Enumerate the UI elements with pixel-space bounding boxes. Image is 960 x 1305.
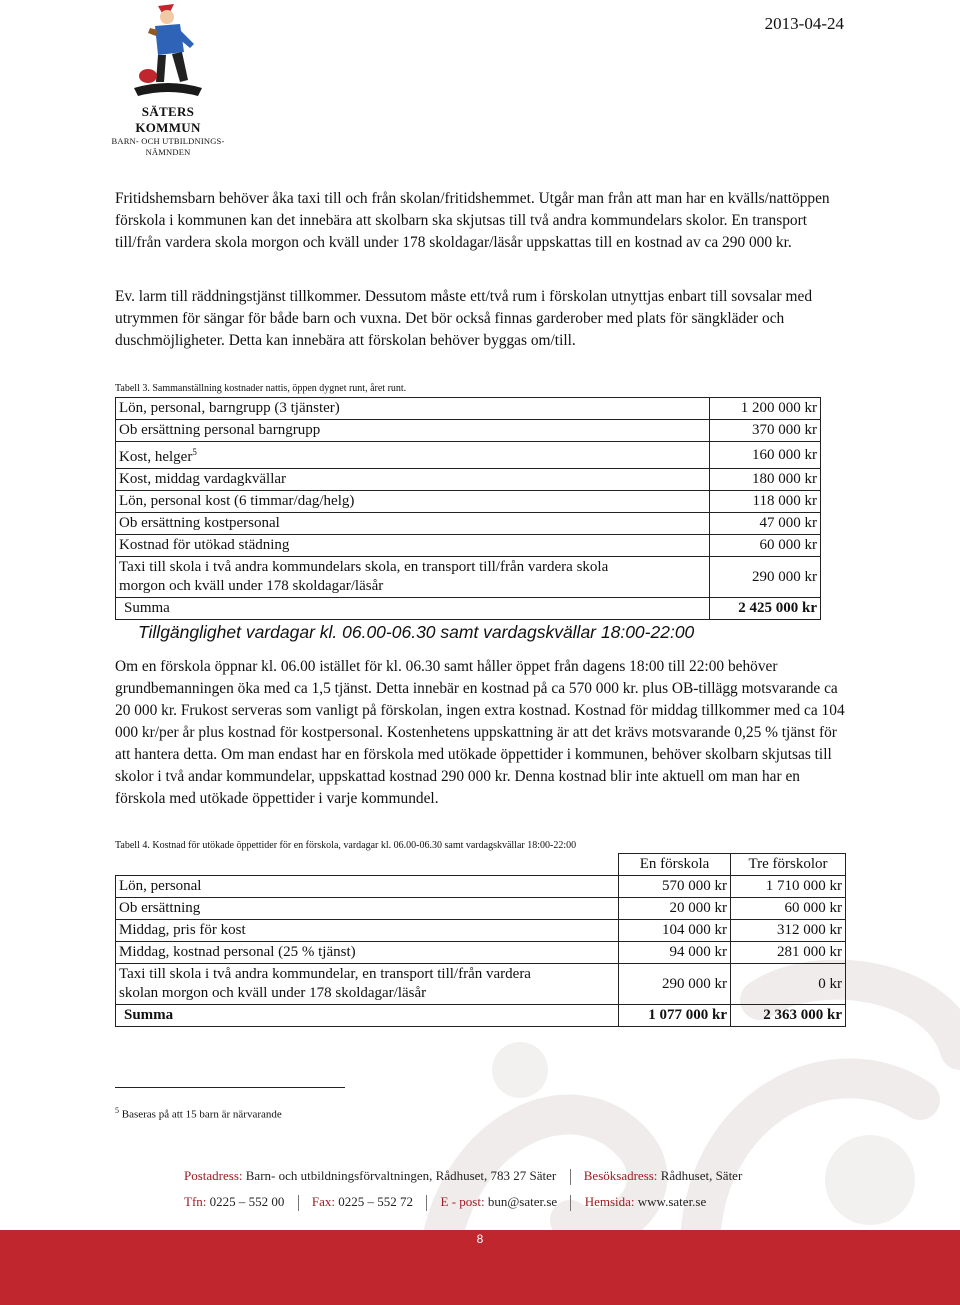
- sum-label: Summa: [116, 1005, 619, 1027]
- fax-value: 0225 – 552 72: [338, 1194, 414, 1209]
- paragraph-text: Om en förskola öppnar kl. 06.00 istället för kl. 06.30 samt håller öppet från dagens 18:00 till 22:00 behöver grundbemanningen öka med ca 1,5 tjänst. Detta innebär en kostnad på ca 570 000 kr. plus OB-tillägg motsvarande ca 20 000 kr. Frukost serveras som vanligt på förskolan, ingen extra kostnad. Kostnad för middag tillkommer med ca 104 000 kr/per år plus kostnad för kostpersonal. Kostenhetens uppskattning är att det krävs motsvarande 0,25 % tjänst för att hantera detta. Om man endast har en förskola med utökade öppettider i kommunen, behöver skolbarn skjutsas till skolor i två andar kommundelar, uppskattad kostnad 290 000 kr. Denna kostnad blir inte aktuell om man har en förskola med utökade öppettider i varje kommundel.: [115, 658, 845, 807]
- row-label-line1: Taxi till skola i två andra kommundelars skola, en transport till/från vardera skola: [119, 559, 609, 575]
- row-label-line2: morgon och kväll under 178 skoldagar/läsår: [119, 578, 384, 594]
- paragraph-extended-hours: [115, 656, 845, 810]
- table-row: [116, 942, 846, 964]
- table-row: [116, 513, 821, 535]
- row-amount-one: 570 000 kr: [619, 876, 731, 898]
- besok-label: Besöksadress:: [583, 1168, 658, 1183]
- sum-amount-one: 1 077 000 kr: [619, 1005, 731, 1027]
- row-label-line1: Taxi till skola i två andra kommundelar, en transport till/från vardera: [119, 966, 531, 982]
- logo-title: SÄTERS KOMMUN: [135, 104, 201, 135]
- row-label: Kost, helger: [119, 449, 193, 465]
- cost-summary-table: [115, 397, 821, 620]
- table-sum-row: [116, 1005, 846, 1027]
- municipality-logo: [108, 0, 228, 160]
- row-amount: 118 000 kr: [710, 491, 821, 513]
- table-row: [116, 535, 821, 557]
- extended-hours-table: [115, 853, 846, 1027]
- footer-separator: [570, 1195, 571, 1211]
- table-row: [116, 491, 821, 513]
- postadress-value: Barn- och utbildningsförvaltningen, Rådhuset, 783 27 Säter: [245, 1168, 557, 1183]
- logo-subtitle-line1: BARN- OCH UTBILDNINGS-: [111, 136, 225, 146]
- footer-address-line: [184, 1168, 742, 1185]
- paragraph-alarm: [115, 286, 845, 352]
- row-label-line2: skolan morgon och kväll under 178 skoldagar/läsår: [119, 985, 427, 1001]
- paragraph-text: Fritidshemsbarn behöver åka taxi till och från skolan/fritidshemmet. Utgår man från att man har en kvälls/nattöppen förskola i kommunen kan det innebära att skolbarn ska skjutsas till två andra kommundelars skolor. En transport till/från vardera skola morgon och kväll under 178 skoldagar/läsår uppskattas till en kostnad av ca 290 000 kr.: [115, 190, 830, 251]
- row-label: Kost, middag vardagkvällar: [116, 469, 710, 491]
- column-header: En förskola: [619, 854, 731, 876]
- miner-figure-icon: [128, 0, 208, 102]
- row-amount: 160 000 kr: [710, 442, 821, 469]
- email-link[interactable]: bun@sater.se: [487, 1194, 558, 1209]
- row-amount-one: 94 000 kr: [619, 942, 731, 964]
- row-label: Kostnad för utökad städning: [116, 535, 710, 557]
- table-row: [116, 398, 821, 420]
- table-header-row: [116, 854, 846, 876]
- row-amount-one: 20 000 kr: [619, 898, 731, 920]
- table-row: [116, 876, 846, 898]
- table4-caption: Tabell 4. Kostnad för utökade öppettider för en förskola, vardagar kl. 06.00-06.30 samt vardagskvällar 18:00-22:00: [115, 840, 577, 851]
- row-label: Middag, kostnad personal (25 % tjänst): [116, 942, 619, 964]
- row-amount-three: 60 000 kr: [731, 898, 846, 920]
- row-label-cell: [116, 964, 619, 1005]
- row-label-cell: [116, 557, 710, 598]
- table-row: [116, 920, 846, 942]
- table-row: [116, 557, 821, 598]
- web-link[interactable]: www.sater.se: [637, 1194, 707, 1209]
- postadress-label: Postadress:: [184, 1168, 243, 1183]
- table3-caption: Tabell 3. Sammanställning kostnader nattis, öppen dygnet runt, året runt.: [115, 383, 407, 394]
- row-amount: 370 000 kr: [710, 420, 821, 442]
- sum-label: Summa: [116, 598, 710, 620]
- table-row: [116, 442, 821, 469]
- row-label: Ob ersättning personal barngrupp: [116, 420, 710, 442]
- table-row: [116, 898, 846, 920]
- sum-amount-three: 2 363 000 kr: [731, 1005, 846, 1027]
- tfn-value: 0225 – 552 00: [209, 1194, 285, 1209]
- footnote-divider: [115, 1087, 345, 1088]
- sum-amount: 2 425 000 kr: [710, 598, 821, 620]
- paragraph-text: Ev. larm till räddningstjänst tillkommer. Dessutom måste ett/två rum i förskolan utnyttjas enbart till sovsalar med utrymmen för sängar för både barn och vuxna. Det bör också finnas garderober med plats för sängkläder och duschmöjligheter. Detta kan innebära att förskolan behöver byggas om/till.: [115, 288, 813, 349]
- row-amount-three: 1 710 000 kr: [731, 876, 846, 898]
- footer-separator: [298, 1195, 299, 1211]
- table-row: [116, 469, 821, 491]
- row-amount-three: 281 000 kr: [731, 942, 846, 964]
- document-date: 2013-04-24: [764, 14, 844, 33]
- row-label: Lön, personal: [116, 876, 619, 898]
- row-label: Lön, personal, barngrupp (3 tjänster): [116, 398, 710, 420]
- footnote-ref: 5: [192, 447, 197, 457]
- footer-separator: [426, 1195, 427, 1211]
- besok-value: Rådhuset, Säter: [660, 1168, 743, 1183]
- header-blank: [116, 854, 619, 876]
- row-amount: 180 000 kr: [710, 469, 821, 491]
- footnote: [115, 1106, 282, 1121]
- row-amount-one: 290 000 kr: [619, 964, 731, 1005]
- row-amount-three: 0 kr: [731, 964, 846, 1005]
- row-label: Lön, personal kost (6 timmar/dag/helg): [116, 491, 710, 513]
- footer-separator: [570, 1169, 571, 1185]
- row-amount: 60 000 kr: [710, 535, 821, 557]
- row-label-cell: [116, 442, 710, 469]
- fax-label: Fax:: [311, 1194, 336, 1209]
- row-label: Ob ersättning: [116, 898, 619, 920]
- web-label: Hemsida:: [584, 1194, 635, 1209]
- logo-subtitle-line2: NÄMNDEN: [145, 147, 191, 157]
- row-amount-one: 104 000 kr: [619, 920, 731, 942]
- row-label: Ob ersättning kostpersonal: [116, 513, 710, 535]
- row-amount: 290 000 kr: [710, 557, 821, 598]
- tfn-label: Tfn:: [184, 1194, 207, 1209]
- section-heading: Tillgänglighet vardagar kl. 06.00-06.30 samt vardagskvällar 18:00-22:00: [138, 622, 695, 642]
- page-number: 8: [476, 1232, 484, 1246]
- table-row: [116, 964, 846, 1005]
- footer-contact-line: [184, 1194, 706, 1211]
- footnote-text: Baseras på att 15 barn är närvarande: [121, 1108, 282, 1121]
- row-label: Middag, pris för kost: [116, 920, 619, 942]
- email-label: E - post:: [440, 1194, 485, 1209]
- footnote-number: 5: [115, 1106, 119, 1115]
- column-header: Tre förskolor: [731, 854, 846, 876]
- table-sum-row: [116, 598, 821, 620]
- paragraph-taxi: [115, 188, 845, 254]
- table-row: [116, 420, 821, 442]
- row-amount: 1 200 000 kr: [710, 398, 821, 420]
- row-amount: 47 000 kr: [710, 513, 821, 535]
- row-amount-three: 312 000 kr: [731, 920, 846, 942]
